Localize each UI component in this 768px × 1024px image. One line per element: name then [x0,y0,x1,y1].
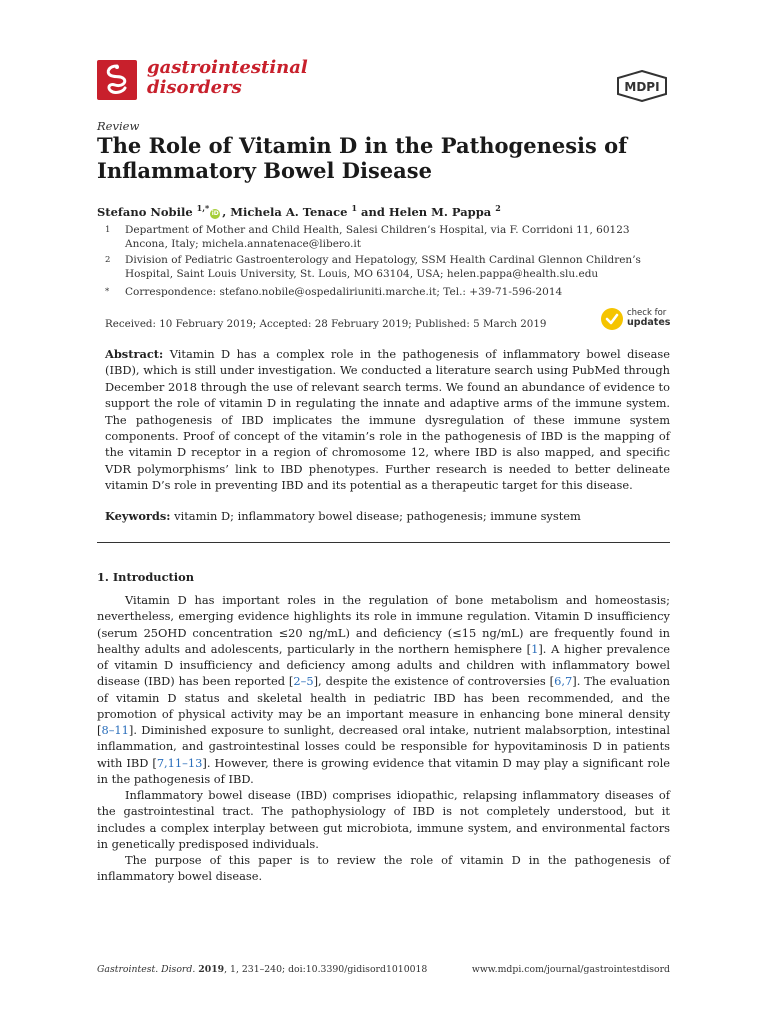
abstract-text: Vitamin D has a complex role in the pathogenesis of inflammatory bowel disease (IBD), which is still under investigation. We conducted a literature search using PubMed through December 2018 through the use of relevant search terms. We found an abundance of evidence to support the role of vitamin D in regulating the innate and adaptive arms of the immune system. The pathogenesis of IBD implicates the immune dysregulation of these immune system components. Proof of concept of the vitamin’s role in the pathogenesis of IBD is the mapping of the vitamin D receptor in a region of chromosome 12, where IBD is also mapped, and specific VDR polymorphisms’ link to IBD phenotypes. Further research is needed to better delineate vitamin D’s role in preventing IBD and its potential as a therapeutic target for this disease. [105,347,671,493]
footer-volume-pages: , 1, 231–240; doi:10.3390/gidisord1010018 [224,964,428,975]
paragraph [97,592,670,787]
check-updates-label-2: updates [627,317,671,328]
check-updates-icon [601,308,623,330]
check-for-updates-button[interactable] [601,306,673,334]
author-separator: and [357,204,389,219]
footer-year: 2019 [198,964,225,975]
journal-logo [97,60,137,100]
author-separator: , [222,204,231,219]
author-list [97,203,501,219]
affiliation-mark: 1 [105,225,111,235]
abstract-label: Abstract: [105,347,164,361]
footer-journal-abbr: Gastrointest. Disord. [97,964,196,975]
section-heading: 1. Introduction [97,570,194,584]
paragraph: The purpose of this paper is to review the role of vitamin D in the pathogenesis of inflammatory bowel disease. [97,853,670,884]
affiliation-text: Division of Pediatric Gastroenterology and Hepatology, SSM Health Cardinal Glennon Children’s Hospital, Saint Louis University, St. Louis, MO 63104, USA; helen.pappa@health.slu.edu [125,254,641,280]
mdpi-logo [616,70,668,102]
footer-citation [97,964,427,975]
affiliation-mark: 2 [105,255,111,265]
journal-name [147,58,308,98]
paragraph-text: ]. The evaluation of vitamin D status and skeletal health in pediatric IBD has been recommended, and the promotion of physical activity may be an important measure in enhancing bone mineral density [ [97,674,671,737]
affiliation [105,254,675,281]
keywords-text: vitamin D; inflammatory bowel disease; pathogenesis; immune system [174,509,581,523]
affiliation-mark: * [105,287,110,297]
article-title: The Role of Vitamin D in the Pathogenesis of Inflammatory Bowel Disease [97,133,628,183]
check-updates-label-1: check for [627,308,667,318]
correspondence [105,286,675,300]
paragraph-text: ]. Diminished exposure to sunlight, decreased oral intake, nutrient malabsorption, intestinal inflammation, and gastrointestinal losses could be responsible for hypovitaminosis D in patients with IBD [ [97,723,670,770]
author-name: Michela A. Tenace [230,204,348,219]
abstract [105,346,670,494]
paragraph-text: ]. A higher prevalence of vitamin D insufficiency and deficiency among adults and children with inflammatory bowel disease (IBD) has been reported [ [97,641,671,689]
intestine-icon [97,60,137,100]
affiliation-text: Department of Mother and Child Health, Salesi Children’s Hospital, via F. Corridoni 11, 60123 Ancona, Italy; michela.annatenace@libero.it [125,224,630,250]
keywords-label: Keywords: [105,509,171,523]
article-type: Review [97,119,140,133]
author-affiliation-mark: 1,* [196,203,210,213]
journal-name-line2: disorders [147,77,242,98]
section-divider [97,542,670,543]
citation-link[interactable]: 7,11–13 [156,755,203,770]
author-name: Helen M. Pappa [388,204,492,219]
citation-link[interactable]: 2–5 [293,674,314,689]
publication-dates: Received: 10 February 2019; Accepted: 28 February 2019; Published: 5 March 2019 [105,318,547,330]
citation-link[interactable]: 1 [531,641,539,656]
paragraph-text: ]. However, there is growing evidence that vitamin D may play a significant role in the pathogenesis of IBD. [97,755,671,786]
correspondence-text: Correspondence: stefano.nobile@ospedaliriuniti.marche.it; Tel.: +39-71-596-2014 [125,286,563,298]
keywords [105,508,670,524]
affiliation [105,224,675,251]
citation-link[interactable]: 8–11 [101,723,129,737]
paragraph-text: Vitamin D has important roles in the regulation of bone metabolism and homeostasis; nevertheless, emerging evidence highlights its role in immune regulation. Vitamin D insufficiency (serum 25OHD concentration ≤20 ng/mL) and deficiency (≤15 ng/mL) are frequently found in healthy adults and adolescents, particularly in the northern hemisphere [ [97,593,670,656]
orcid-icon[interactable]: iD [211,209,219,217]
author-affiliation-mark: 2 [495,203,501,213]
citation-link[interactable]: 6,7 [554,674,573,689]
mdpi-logo-icon [616,70,668,102]
paragraph-text: ], despite the existence of controversies [ [313,674,555,689]
journal-name-line1: gastrointestinal [147,57,308,78]
footer-journal-url[interactable]: www.mdpi.com/journal/gastrointestdisord [471,964,670,975]
author-name: Stefano Nobile [97,204,193,219]
paragraph: Inflammatory bowel disease (IBD) comprises idiopathic, relapsing inflammatory diseases of the gastrointestinal tract. The pathophysiology of IBD is not completely understood, but it includes a complex interplay between gut microbiota, immune system, and environmental factors in genetically predisposed individuals. [97,788,670,851]
author-affiliation-mark: 1 [351,203,358,213]
mdpi-logo-text: MDPI [624,80,660,94]
section-body [97,592,670,885]
